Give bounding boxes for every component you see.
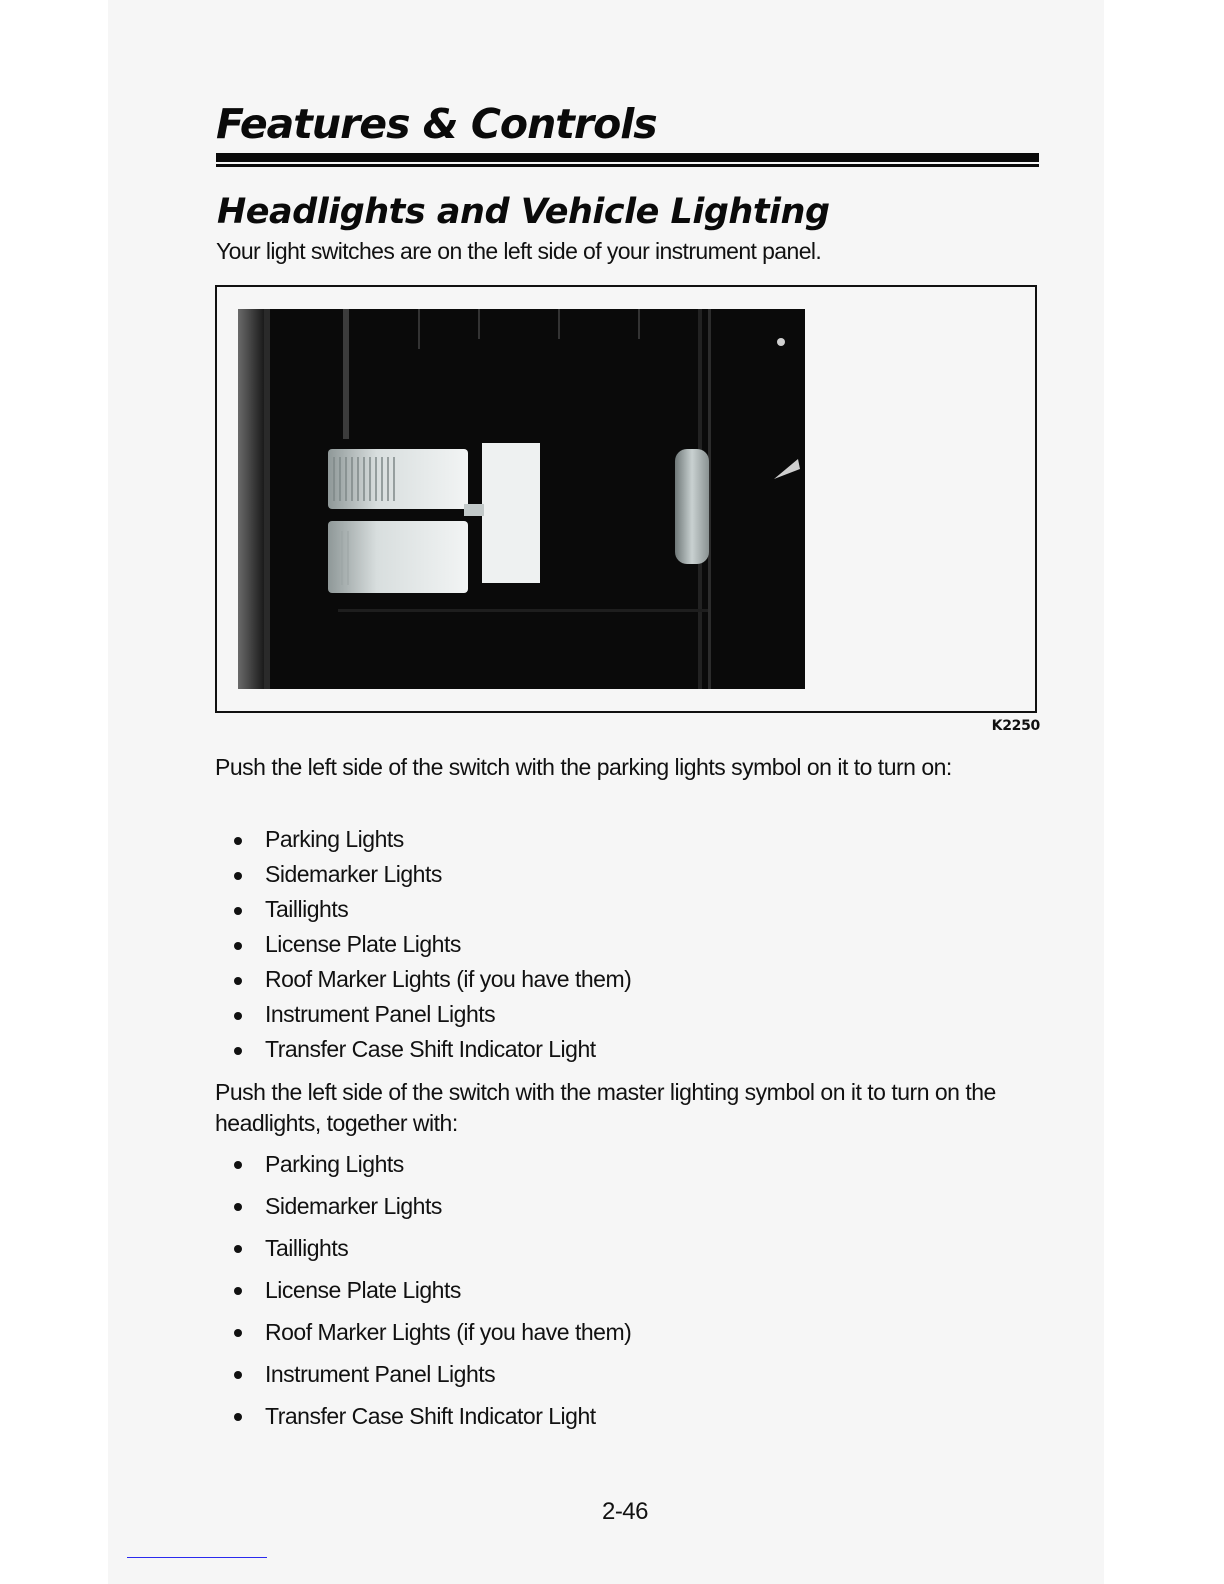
parking-lights-list — [230, 822, 631, 1067]
bullet-icon — [234, 1047, 242, 1055]
light-switch-photo — [238, 309, 805, 689]
page-number: 2-46 — [601, 1498, 649, 1525]
intro-text: Your light switches are on the left side of your instrument panel. — [216, 238, 822, 264]
section-title: Features & Controls — [216, 100, 657, 148]
list-item: Sidemarker Lights — [230, 1185, 631, 1227]
list-item: Sidemarker Lights — [230, 857, 631, 892]
bullet-icon — [234, 1371, 242, 1379]
bullet-icon — [234, 1329, 242, 1337]
paragraph-headlights: Push the left side of the switch with the master lighting symbol on it to turn on the headlights, together with: — [215, 1079, 996, 1136]
list-item: Transfer Case Shift Indicator Light — [230, 1032, 631, 1067]
bullet-icon — [234, 1012, 242, 1020]
bullet-icon — [234, 977, 242, 985]
bullet-icon — [234, 1161, 242, 1169]
list-item: Instrument Panel Lights — [230, 997, 631, 1032]
bullet-icon — [234, 907, 242, 915]
headlights-list — [230, 1143, 631, 1437]
footer-link-underline[interactable] — [127, 1557, 267, 1558]
list-item: Parking Lights — [230, 822, 631, 857]
list-item: Parking Lights — [230, 1143, 631, 1185]
title-rule-thick — [216, 153, 1039, 162]
bullet-icon — [234, 1287, 242, 1295]
list-item: Taillights — [230, 892, 631, 927]
list-item: License Plate Lights — [230, 927, 631, 962]
list-item: Transfer Case Shift Indicator Light — [230, 1395, 631, 1437]
list-item: Roof Marker Lights (if you have them) — [230, 1311, 631, 1353]
paragraph-parking-lights: Push the left side of the switch with the parking lights symbol on it to turn on: — [215, 754, 952, 780]
title-rule-thin — [216, 164, 1039, 167]
figure-code: K2250 — [991, 718, 1040, 734]
bullet-icon — [234, 872, 242, 880]
bullet-icon — [234, 942, 242, 950]
bullet-icon — [234, 1245, 242, 1253]
list-item: Instrument Panel Lights — [230, 1353, 631, 1395]
list-item: Roof Marker Lights (if you have them) — [230, 962, 631, 997]
bullet-icon — [234, 1203, 242, 1211]
bullet-icon — [234, 837, 242, 845]
subsection-title: Headlights and Vehicle Lighting — [217, 192, 830, 232]
list-item: License Plate Lights — [230, 1269, 631, 1311]
list-item: Taillights — [230, 1227, 631, 1269]
bullet-icon — [234, 1413, 242, 1421]
